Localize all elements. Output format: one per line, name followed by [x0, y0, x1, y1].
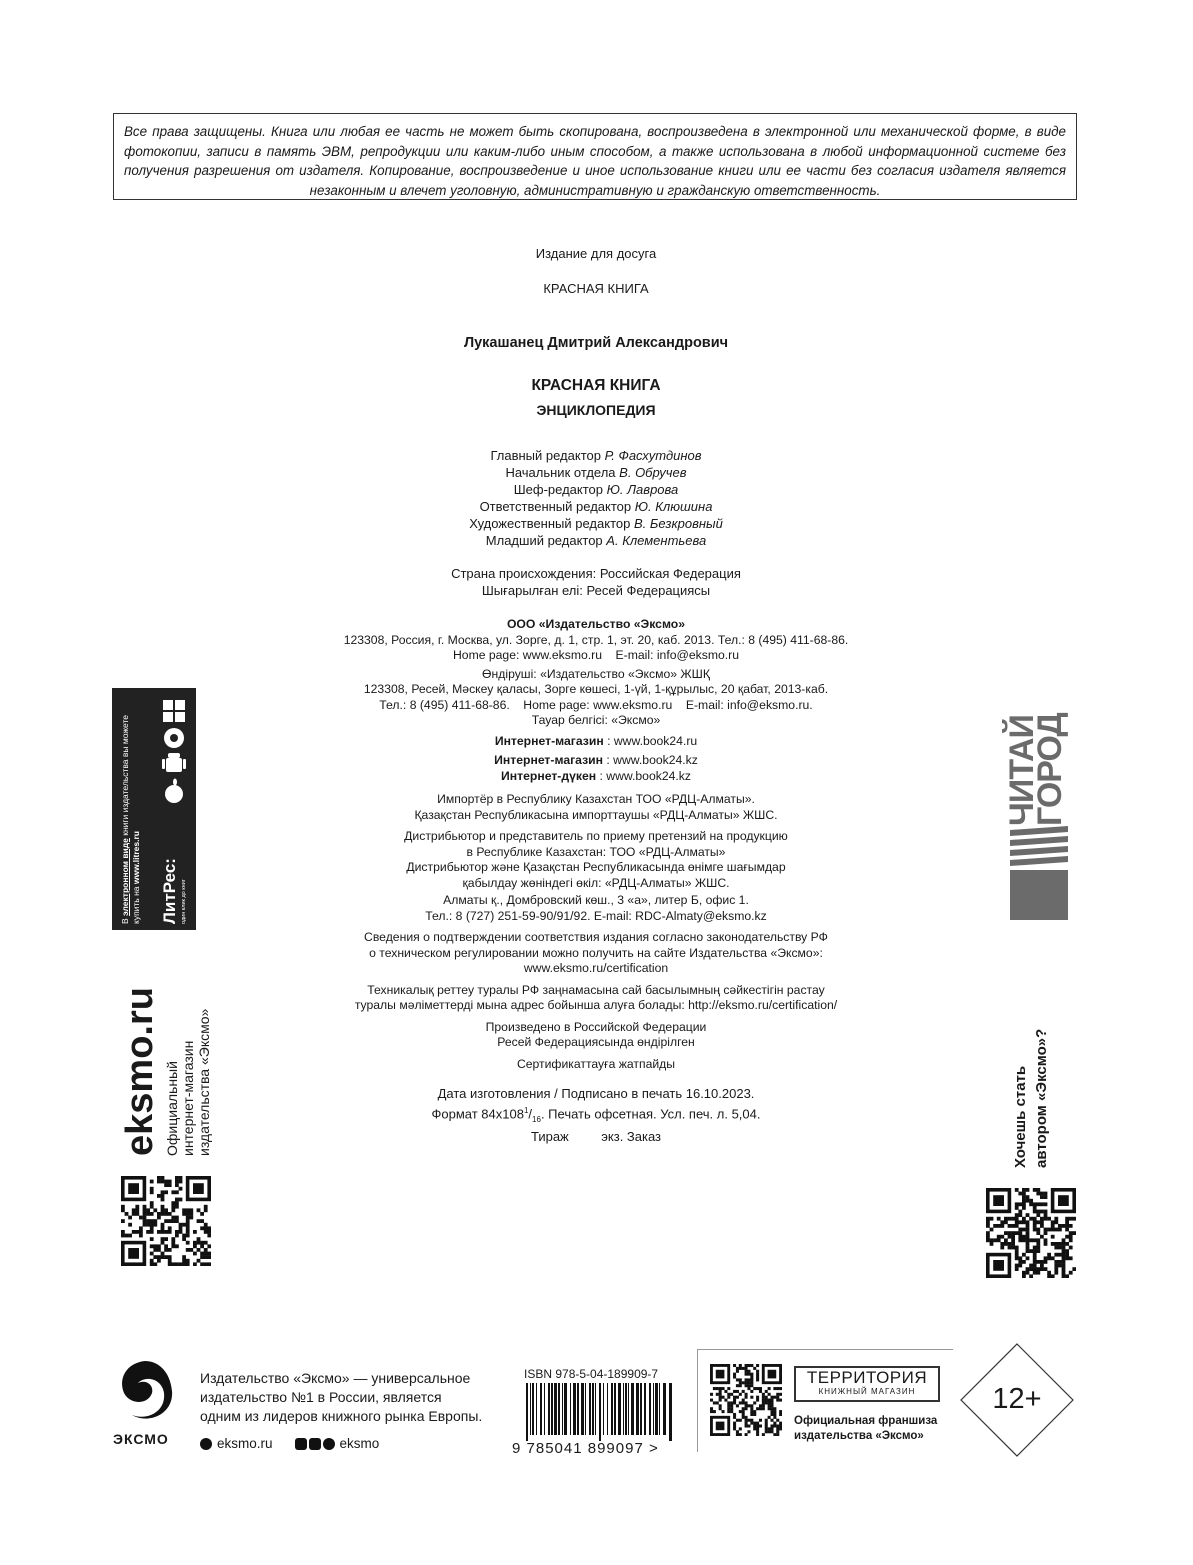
distributor-line: Дистрибьютор и представитель по приему претензий на продукцию [404, 829, 788, 843]
print-format: Формат $84x108^1/_{16}$. Печать офсетная. Усл. печ. л. 5,04. [431, 1106, 761, 1124]
distributor-block [296, 829, 896, 924]
credit-line: Художественный редактор В. Безкровный [469, 516, 723, 531]
litres-banner[interactable] [112, 688, 196, 930]
print-info [296, 1085, 896, 1145]
cert-kz-line: Техникалық реттеу туралы РФ заңнамасына сай басылымның сәйкестігін растау [367, 982, 825, 997]
eksmo-links [200, 1436, 379, 1451]
shop-line: Интернет-магазин : www.book24.kz [494, 753, 698, 767]
book-title: КРАСНАЯ КНИГА [531, 377, 661, 394]
isbn-text: ISBN 978-5-04-189909-7 [524, 1367, 659, 1381]
apple-icon [165, 779, 183, 804]
publisher-block [296, 617, 896, 729]
cert-not-required: Сертификаттауға жатпайды [516, 1056, 676, 1071]
distributor-line: Тел.: 8 (727) 251-59-90/91/92. E-mail: RDC-Almaty@eksmo.kz [425, 908, 767, 923]
origin-ru: Страна происхождения: Российская Федерация [451, 566, 741, 581]
print-date: Дата изготовления / Подписано в печать 16.10.2023. [437, 1086, 755, 1101]
platform-icons [160, 698, 188, 808]
eksmo-shop-caption: Официальный интернет-магазин издательства «Эксмо» [164, 1008, 212, 1156]
age-rating-text: 12+ [992, 1383, 1042, 1415]
rights-notice: Все права защищены. Книга или любая ее часть не может быть скопирована, воспроизведена в электронной или механической форме, в виде фотокопии, записи в память ЭВМ, репродукции или каким-либо иным способом, а также использована в любой информационной системе без получения разрешения от издателя. Копирование, воспроизведение и иное использование книги или ее части без согласия издателя является незаконным и влечет уголовную, административную и гражданскую ответственность. [113, 113, 1077, 200]
credit-line: Ответственный редактор Ю. Клюшина [479, 499, 713, 514]
produced-block [296, 1020, 896, 1051]
publisher-kz-maker: Өндіруші: «Издательство «Эксмо» ЖШҚ [482, 666, 710, 681]
social-handle[interactable]: eksmo [339, 1436, 380, 1451]
importer-line: Импортёр в Республику Казахстан ТОО «РДЦ-Алматы». [437, 792, 755, 806]
vk-icon [295, 1438, 307, 1450]
franchise-caption: Официальная франшиза издательства «Эксмо» [794, 1415, 938, 1442]
chitai-gorod-wordmark: ЧИТАЙ ГОРОД [1003, 713, 1069, 826]
age-rating-badge [960, 1343, 1074, 1457]
globe-icon [200, 1438, 212, 1450]
chitai-gorod-logo[interactable] [1003, 696, 1070, 920]
certification-ru [296, 930, 896, 977]
importer-line: Қазақстан Республикасына импорттаушы «РДЦ-Алматы» ЖШС. [414, 807, 778, 822]
origin-kz: Шығарылған елі: Ресей Федерациясы [481, 583, 711, 598]
promo-line: одним из лидеров книжного рынка Европы. [200, 1408, 483, 1424]
credits-list [296, 447, 896, 549]
eksmo-shop-promo[interactable] [112, 987, 222, 1164]
promo-line: Издательство «Эксмо» — универсальное [200, 1370, 471, 1386]
promo-line: издательство №1 в России, является [200, 1389, 442, 1405]
publisher-kz-contacts: Тел.: 8 (495) 411-68-86. Home page: www.eksmo.ru E-mail: info@eksmo.ru. [379, 697, 813, 712]
produced-line: Произведено в Российской Федерации [485, 1019, 707, 1034]
territory-qr-code[interactable] [710, 1364, 782, 1436]
credit-line: Шеф-редактор Ю. Лаврова [513, 482, 679, 497]
eksmo-logo-word: ЭКСМО [113, 1431, 169, 1447]
author-qr-code[interactable] [986, 1188, 1076, 1278]
telegram-icon [323, 1438, 335, 1450]
eksmo-swirl-icon [110, 1355, 180, 1425]
windows-icon [163, 700, 185, 722]
chitai-gorod-bars-icon [1010, 826, 1068, 920]
publisher-web: Home page: www.eksmo.ru E-mail: info@eksmo.ru [452, 648, 739, 662]
publisher-name: ООО «Издательство «Эксмо» [506, 617, 686, 631]
litres-text: В электронном виде книги издательства вы можете купить на www.litres.ru [120, 715, 141, 924]
author-name: Лукашанец Дмитрий Александрович [463, 335, 729, 351]
become-author-promo[interactable] [1008, 1018, 1060, 1170]
distributor-line: в Республике Казахстан: ТОО «РДЦ-Алматы» [466, 844, 726, 859]
eksmo-domain: eksmo.ru [119, 987, 161, 1156]
eksmo-logo[interactable] [110, 1355, 182, 1447]
credit-line: Младший редактор А. Клементьева [485, 533, 707, 548]
distributor-line: Алматы қ., Домбровский көш., 3 «а», литер Б, офис 1. [443, 893, 749, 907]
territory-logo: ТЕРРИТОРИЯ КНИЖНЫЙ МАГАЗИН [794, 1366, 940, 1402]
cert-line: www.eksmo.ru/certification [523, 961, 669, 975]
site-link[interactable]: eksmo.ru [217, 1436, 273, 1451]
credit-line: Начальник отдела В. Обручев [505, 465, 687, 480]
litres-tagline: один клик до книг [181, 879, 187, 924]
cert-kz-line: туралы мәліметтерді мына адрес бойынша алуға болады: http://eksmo.ru/certification/ [354, 998, 838, 1012]
shops-block [296, 734, 896, 785]
eksmo-qr-code[interactable] [121, 1176, 211, 1266]
trademark: Тауар белгісі: «Эксмо» [531, 713, 661, 727]
publisher-kz-address: 123308, Ресей, Мәскеу қаласы, Зорге көшесі, 1-үй, 1-құрылыс, 20 қабат, 2013-каб. [363, 682, 829, 696]
distributor-line: қабылдау жөніндегі өкіл: «РДЦ-Алматы» ЖШС. [462, 875, 730, 890]
eksmo-promo [200, 1369, 520, 1426]
produced-line: Ресей Федерациясында өндірілген [497, 1035, 695, 1049]
series-name: КРАСНАЯ КНИГА [543, 281, 649, 296]
barcode [524, 1383, 674, 1441]
shop-line: Интернет-дүкен : www.book24.kz [501, 768, 691, 783]
edition-type: Издание для досуга [535, 246, 657, 261]
become-author-text: Хочешь стать автором «Эксмо»? [1012, 1028, 1050, 1168]
cert-line: Сведения о подтверждении соответствия издания согласно законодательству РФ [364, 930, 828, 944]
publisher-address: 123308, Россия, г. Москва, ул. Зорге, д. 1, стр. 1, эт. 20, каб. 2013. Тел.: 8 (495) 411-68-86. [343, 632, 849, 647]
isbn-block [512, 1367, 689, 1457]
firefox-icon [164, 728, 184, 748]
importer-block [296, 792, 896, 823]
print-run: Тираж экз. Заказ [530, 1128, 662, 1144]
credit-line: Главный редактор Р. Фасхутдинов [490, 448, 702, 463]
territory-block[interactable] [697, 1349, 953, 1452]
colophon [296, 245, 896, 1145]
shop-line: Интернет-магазин : www.book24.ru [494, 733, 698, 748]
litres-logo: ЛитРес: [160, 858, 179, 924]
cert-line: о техническом регулировании можно получить на сайте Издательства «Эксмо»: [369, 945, 823, 960]
android-icon [162, 753, 186, 772]
book-subtitle: ЭНЦИКЛОПЕДИЯ [536, 402, 656, 418]
certification-kz [296, 983, 896, 1014]
ok-icon [309, 1438, 321, 1450]
barcode-digits: 9 785041 899097 > [512, 1440, 659, 1457]
distributor-line: Дистрибьютор және Қазақстан Республикасында өнімге шағымдар [406, 860, 786, 874]
